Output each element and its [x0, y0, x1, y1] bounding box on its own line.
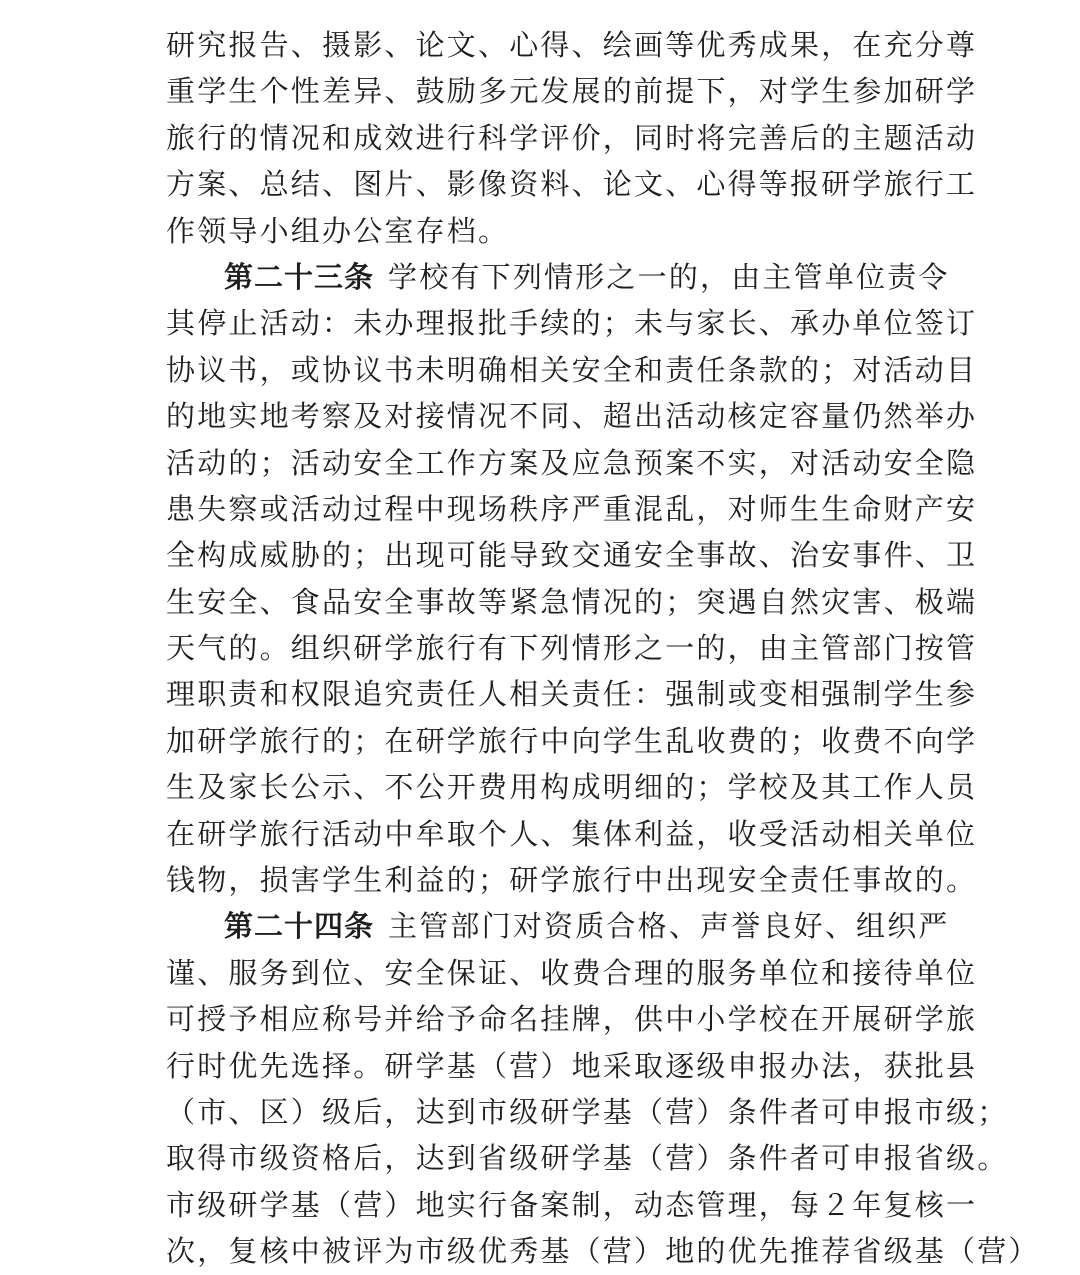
- text-line: 生及家长公示、不公开费用构成明细的；学校及其工作人员: [166, 770, 978, 805]
- text-line: 天气的。组织研学旅行有下列情形之一的，由主管部门按管: [166, 631, 978, 666]
- text-line: 理职责和权限追究责任人相关责任：强制或变相强制学生参: [166, 677, 978, 712]
- text-line: 加研学旅行的；在研学旅行中向学生乱收费的；收费不向学: [166, 723, 978, 758]
- text-line: 行时优先选择。研学基（营）地采取逐级申报办法，获批县: [166, 1048, 978, 1083]
- text-line: 的地实地考察及对接情况不同、超出活动核定容量仍然举办: [166, 399, 978, 434]
- text-line: 钱物，损害学生利益的；研学旅行中出现安全责任事故的。: [166, 863, 978, 898]
- text-line: 取得市级资格后，达到省级研学基（营）条件者可申报省级。: [166, 1141, 1009, 1176]
- text-line: 全构成威胁的；出现可能导致交通安全事故、治安事件、卫: [166, 538, 978, 573]
- text-line: 谨、服务到位、安全保证、收费合理的服务单位和接待单位: [166, 955, 978, 990]
- text-line: 在研学旅行活动中牟取个人、集体利益，收受活动相关单位: [166, 816, 978, 851]
- article-23-first-line: [166, 254, 950, 300]
- text-line: （市、区）级后，达到市级研学基（营）条件者可申报市级；: [166, 1094, 1009, 1129]
- text-line: 活动的；活动安全工作方案及应急预案不实，对活动安全隐: [166, 445, 978, 480]
- article-23-first-text: 学校有下列情形之一的，由主管单位责令: [388, 259, 950, 294]
- article-24-first-text: 主管部门对资质合格、声誉良好、组织严: [388, 909, 950, 944]
- text-line: 可授予相应称号并给予命名挂牌，供中小学校在开展研学旅: [166, 1002, 978, 1037]
- text-line: 生安全、食品安全事故等紧急情况的；突遇自然灾害、极端: [166, 584, 978, 619]
- text-line: 旅行的情况和成效进行科学评价，同时将完善后的主题活动: [166, 120, 978, 155]
- text-line: 其停止活动：未办理报批手续的；未与家长、承办单位签订: [166, 306, 978, 341]
- text-line: 作领导小组办公室存档。: [166, 213, 510, 248]
- article-24-first-line: [166, 903, 950, 949]
- text-line: 患失察或活动过程中现场秩序严重混乱，对师生生命财产安: [166, 491, 978, 526]
- text-line: 方案、总结、图片、影像资料、论文、心得等报研学旅行工: [166, 167, 978, 202]
- text-line: 重学生个性差异、鼓励多元发展的前提下，对学生参加研学: [166, 74, 978, 109]
- article-23-heading: 第二十三条: [224, 259, 375, 294]
- text-line: 研究报告、摄影、论文、心得、绘画等优秀成果，在充分尊: [166, 28, 978, 62]
- text-line: 市级研学基（营）地实行备案制，动态管理，每２年复核一: [166, 1187, 978, 1222]
- text-line: 协议书，或协议书未明确相关安全和责任条款的；对活动目: [166, 352, 978, 387]
- article-24-heading: 第二十四条: [224, 909, 375, 944]
- text-line: 次，复核中被评为市级优秀基（营）地的优先推荐省级基（营）: [166, 1234, 1040, 1269]
- document-body: [166, 22, 1040, 1275]
